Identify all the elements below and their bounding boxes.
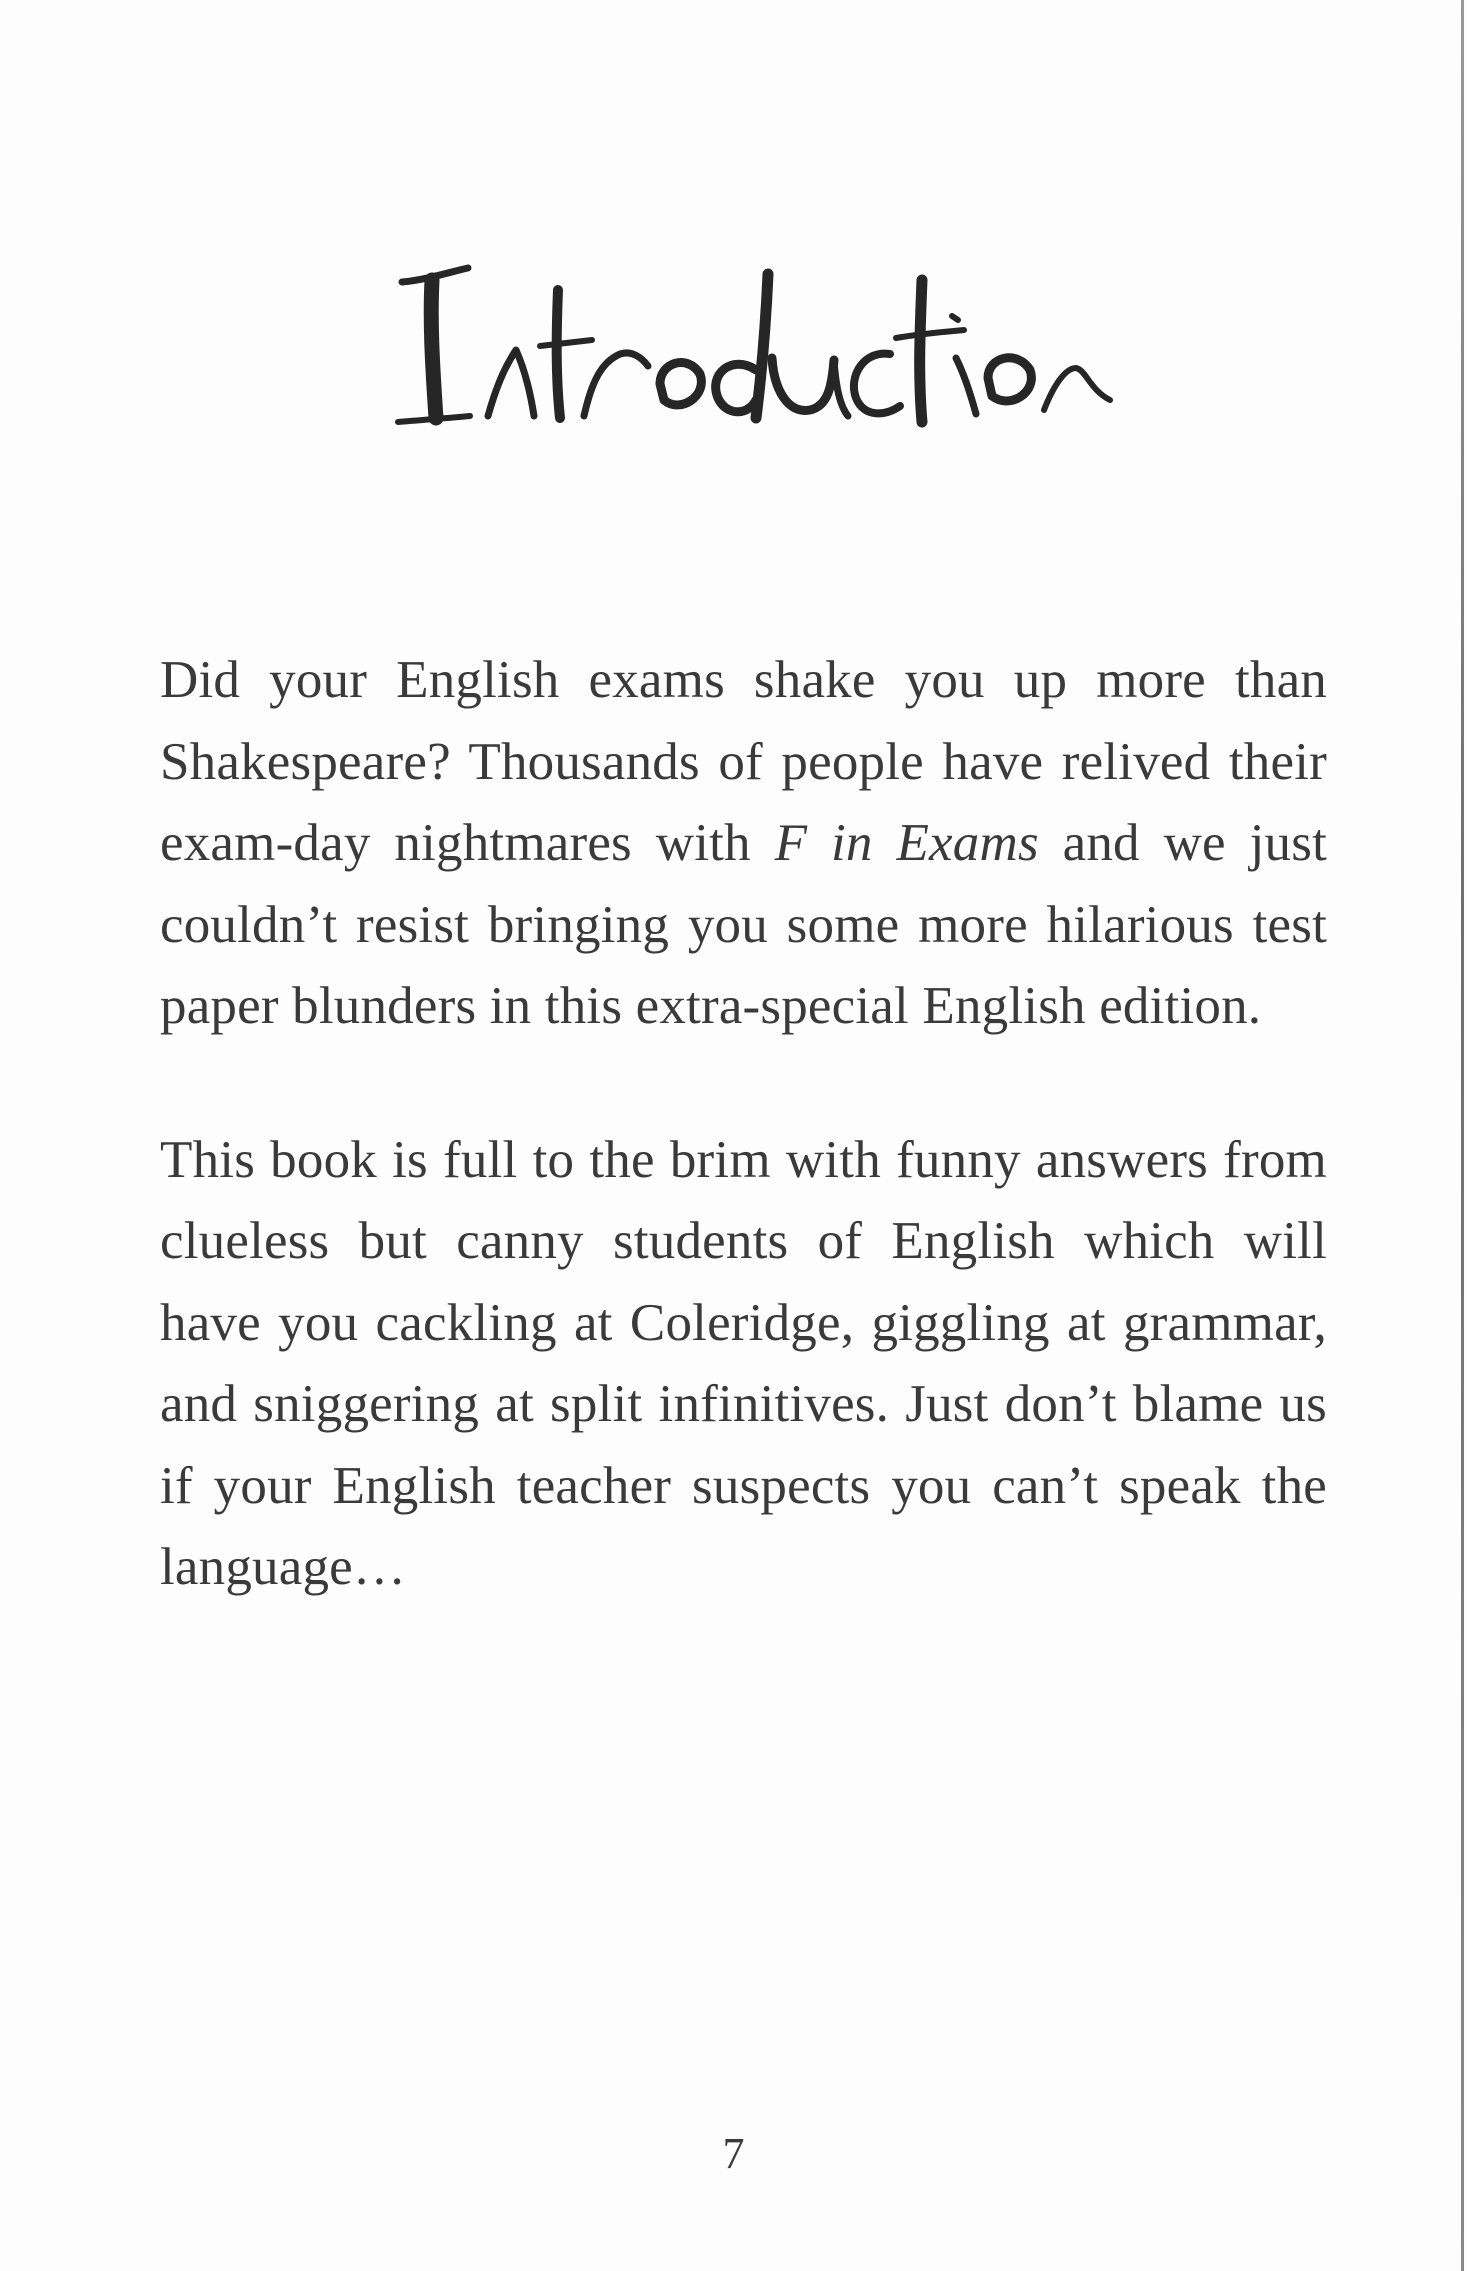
chapter-heading-introduction <box>370 250 1110 450</box>
paragraph-2-segment-1: This book is full to the brim with funny answers from clueless but canny students of English which will have you cackling at Coleridge, giggling at grammar, and sniggering at split infinitives. Just don’t blame us if your English teacher suspects you can’t speak the language… <box>160 1130 1327 1596</box>
handwritten-heading-drawing <box>370 250 1110 450</box>
paragraph-1 <box>160 640 1327 1048</box>
paragraph-2 <box>160 1120 1327 1609</box>
body-text <box>160 640 1327 1609</box>
paragraph-1-segment-3: and we just couldn’t resist bringing you some more hilarious test paper blunders in this extra-special English edition. <box>160 814 1327 1035</box>
paragraph-1-segment-1: Did your English exams shake you up more than Shakespeare? Thousands of people have relived their exam-day nightmares with <box>160 651 1327 872</box>
page-number: 7 <box>722 2129 745 2178</box>
book-title-italic: F in Exams <box>774 814 1039 872</box>
page-edge-line <box>1461 0 1464 2271</box>
